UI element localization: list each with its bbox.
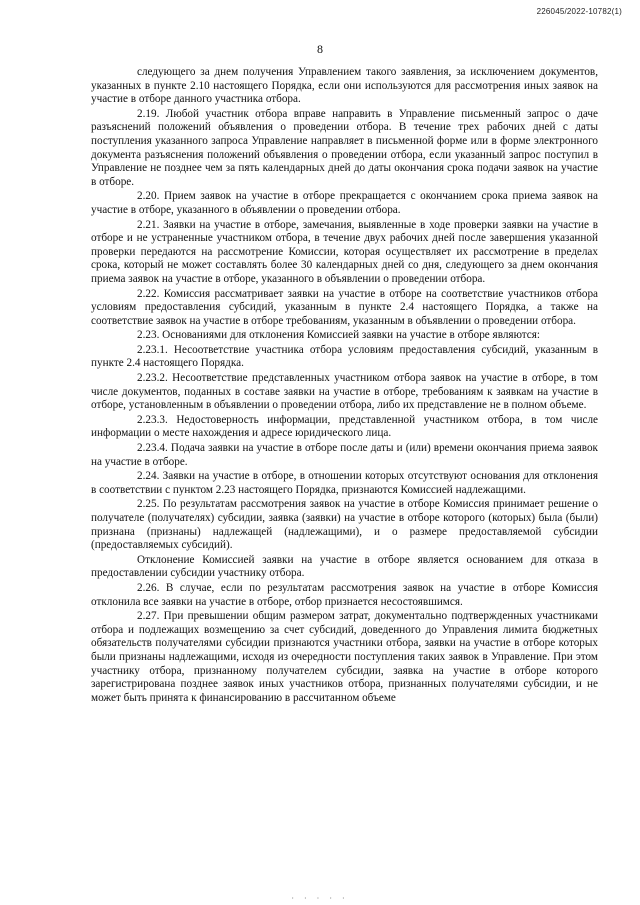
paragraph-2-27: 2.27. При превышении общим размером затрат, документально подтвержденных участниками отбора и подлежащих возмещению за счет субсидий, доведенного до Управления лимита бюджетных обязательств получателями субсидии признаются участники отбора, заявки на участие в отборе которых были признаны надлежащими, исходя из очередности поступления таких заявок в Управление. При этом участнику отбора, признанному получателем субсидии, заявка на участие в отборе которого зарегистрирована позднее заявок иных участников отбора, признанных получателями субсидии, и не может быть принята к финансированию в рассчитанном объеме (91, 610, 598, 704)
paragraph-2-23-3: 2.23.3. Недостоверность информации, представленной участником отбора, в том числе информации о месте нахождения и адресе юридического лица. (91, 413, 598, 440)
paragraph-2-19: 2.19. Любой участник отбора вправе направить в Управление письменный запрос о даче разъяснений положений объявления о проведении отбора. В течение трех рабочих дней с даты поступления указанного запроса Управление направляет в письменной форме или в форме электронного документа разъяснения положений объявления о проведении отбора, если указанный запрос поступил в Управление не позднее чем за пять календарных дней до даты окончания срока подачи заявок на участие в отборе. (91, 107, 598, 188)
paragraph-2-21: 2.21. Заявки на участие в отборе, замечания, выявленные в ходе проверки заявки на участие в отборе и не устраненные участником отбора, в течение двух рабочих дней после завершения указанной проверки передаются на рассмотрение Комиссии, которая осуществляет их рассмотрение в пределах срока, который не может составлять более 30 календарных дней со дня, следующего за днем окончания приема заявок на участие в отборе, указанного в объявлении о проведении отбора. (91, 218, 598, 285)
paragraph-2-23-2: 2.23.2. Несоответствие представленных участником отбора заявок на участие в отборе, в том числе документов, поданных в составе заявки на участие в отборе, требованиям к заявкам на участие в отборе, установленным в объявлении о проведении отбора, либо их представление не в полном объеме. (91, 372, 598, 412)
paragraph-2-25: 2.25. По результатам рассмотрения заявок на участие в отборе Комиссия принимает решение о получателе (получателях) субсидии, заявка (заявки) на участие в отборе которого (которых) была (были) признана (признаны) надлежащей (надлежащими), и о размере предоставляемой субсидии (предоставляемых субсидий). (91, 498, 598, 552)
paragraph-2-26: 2.26. В случае, если по результатам рассмотрения заявок на участие в отборе Комиссия отклонила все заявки на участие в отборе, отбор признается несостоявшимся. (91, 581, 598, 608)
paragraph-2-24: 2.24. Заявки на участие в отборе, в отношении которых отсутствуют основания для отклонения в соответствии с пунктом 2.23 настоящего Порядка, признаются Комиссией надлежащими. (91, 470, 598, 496)
paragraph-2-22: 2.22. Комиссия рассматривает заявки на участие в отборе на соответствие участников отбора условиям предоставления субсидий, указанным в пункте 2.4 настоящего Порядка, а также на соответствие заявок на участие в отборе требованиям, указанным в объявлении о проведении отбора. (91, 287, 598, 327)
paragraph-2-23: 2.23. Основаниями для отклонения Комиссией заявки на участие в отборе являются: (137, 329, 541, 342)
paragraph-rejection-note: Отклонение Комиссией заявки на участие в отборе является основанием для отказа в предоставлении субсидии участнику отбора. (91, 553, 598, 580)
paragraph-2-23-4: 2.23.4. Подача заявки на участие в отборе после даты и (или) времени окончания приема заявок на участие в отборе. (91, 442, 598, 468)
paragraph-continuation: следующего за днем получения Управлением такого заявления, за исключением документов, указанных в пункте 2.10 настоящего Порядка, если они используются для рассмотрения иных заявок на участие в отборе данного участника отбора. (91, 66, 598, 106)
document-body (91, 66, 598, 705)
paragraph-2-23-1: 2.23.1. Несоответствие участника отбора условиям предоставления субсидий, указанным в пункте 2.4 настоящего Порядка. (91, 343, 598, 370)
footer-fragment: · · · · · (291, 894, 349, 903)
paragraph-2-20: 2.20. Прием заявок на участие в отборе прекращается с окончанием срока приема заявок на участие в отборе, указанного в объявлении о проведении отбора. (91, 190, 598, 216)
document-id: 226045/2022-10782(1) (536, 7, 622, 16)
page-number: 8 (317, 42, 323, 56)
